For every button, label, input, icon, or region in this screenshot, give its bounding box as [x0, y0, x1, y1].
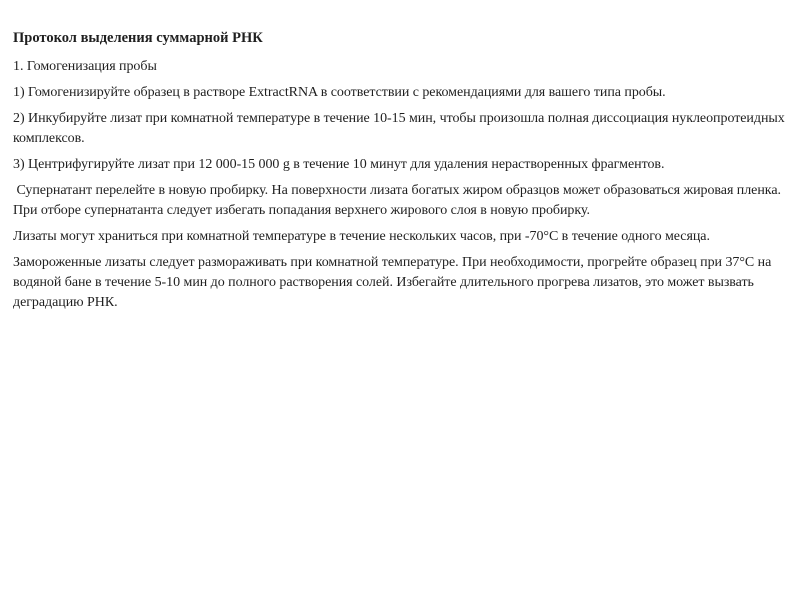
section-heading-homogenization: 1. Гомогенизация пробы: [13, 59, 157, 74]
supernatant-paragraph: Супернатант перелейте в новую пробирку. На поверхности лизата богатых жиром образцов может образоваться жировая пленка. При отборе супернатанта следует избегать попадания верхнего жирового слоя в новую пробирку.: [13, 183, 785, 218]
step-3-paragraph: 3) Центрифугируйте лизат при 12 000-15 000 g в течение 10 минут для удаления нерастворенных фрагментов.: [13, 157, 665, 172]
step-1-paragraph: 1) Гомогенизируйте образец в растворе ExtractRNA в соответствии с рекомендациями для вашего типа пробы.: [13, 85, 666, 100]
document-title: Протокол выделения суммарной РНК: [13, 30, 263, 46]
step-2-paragraph: 2) Инкубируйте лизат при комнатной температуре в течение 10-15 мин, чтобы произошла полная диссоциация нуклеопротеидных комплексов.: [13, 111, 785, 146]
storage-paragraph: Лизаты могут храниться при комнатной температуре в течение нескольких часов, при -70°С в течение одного месяца.: [13, 229, 710, 244]
thawing-paragraph: Замороженные лизаты следует размораживать при комнатной температуре. При необходимости, прогрейте образец при 37°С на водяной бане в течение 5-10 мин до полного растворения солей. Избегайте длительного прогрева лизатов, это может вызвать деградацию РНК.: [13, 255, 772, 310]
